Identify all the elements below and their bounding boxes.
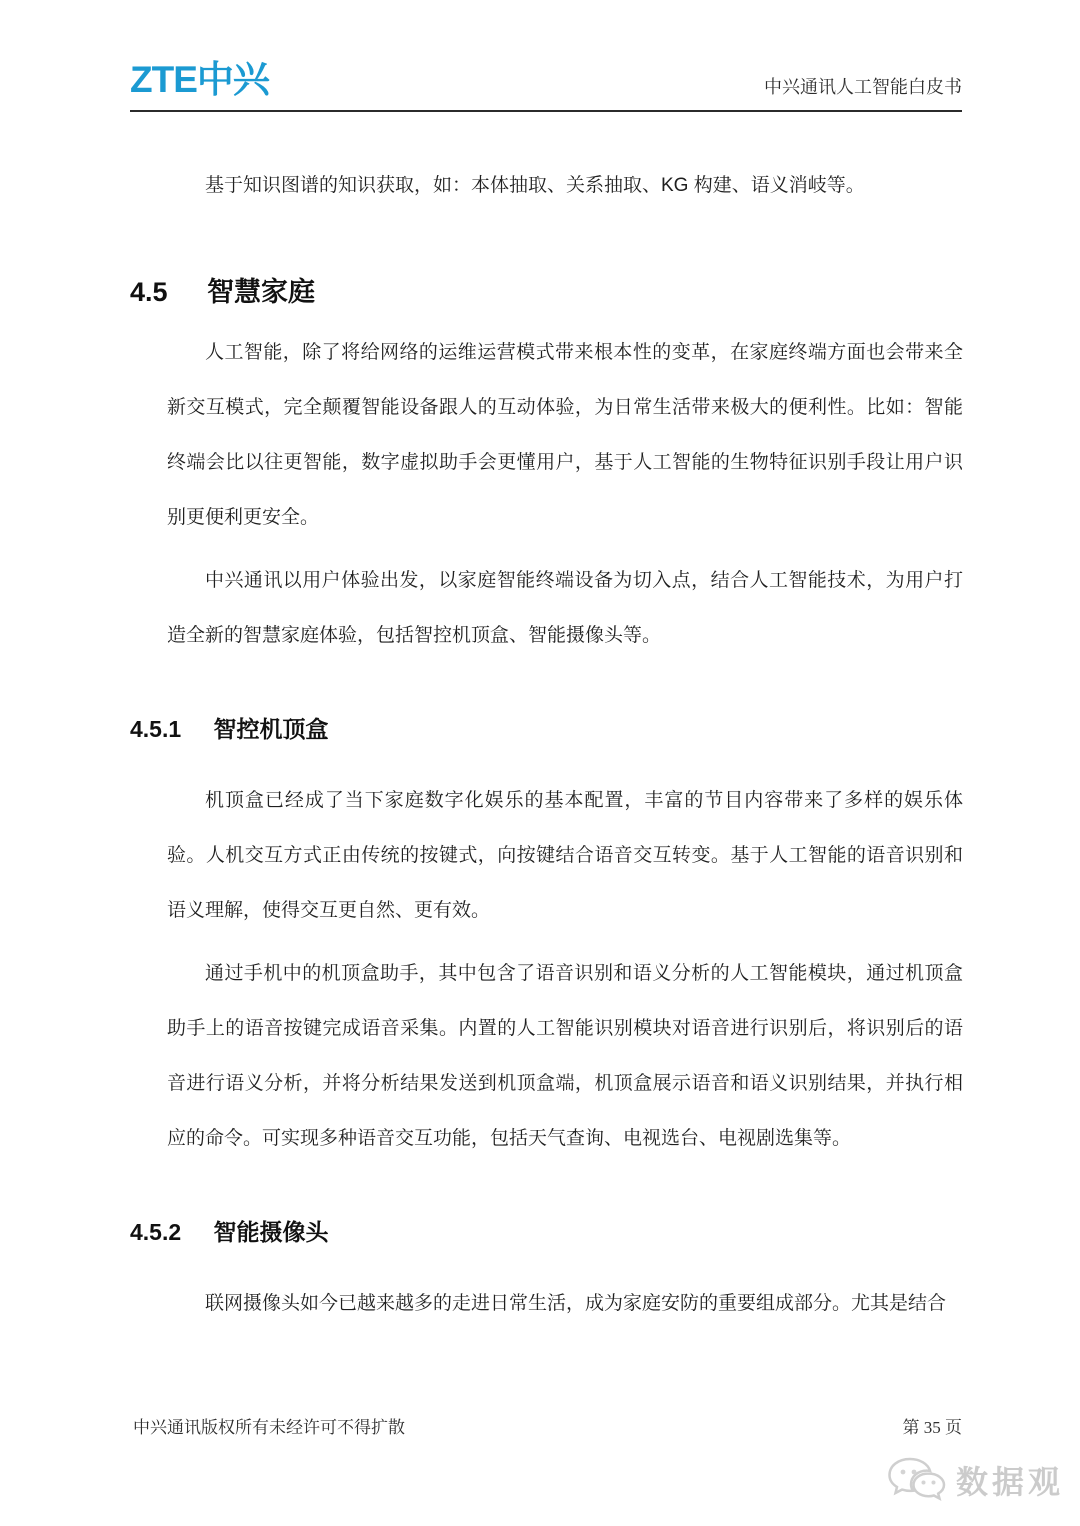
page-body: [130, 158, 1080, 1331]
watermark: [886, 1456, 1064, 1504]
section-4-5-2-title: 智能摄像头: [213, 1219, 329, 1245]
page-footer: [133, 1413, 962, 1438]
section-4-5-1-number: 4.5.1: [130, 716, 182, 742]
intro-paragraph: 基于知识图谱的知识获取，如：本体抽取、关系抽取、KG 构建、语义消岐等。: [205, 175, 865, 196]
section-4-5-2-number: 4.5.2: [130, 1219, 182, 1245]
section-4-5-1-heading: [130, 713, 1080, 745]
section-4-5-heading: [130, 273, 1080, 311]
watermark-text: 数据观: [955, 1464, 1064, 1500]
section-4-5-title: 智慧家庭: [207, 277, 316, 307]
zte-logo: ZTE中兴: [130, 59, 269, 100]
page-header: [130, 0, 962, 112]
wechat-logo-icon: [886, 1456, 948, 1504]
section-4-5-1-title: 智控机顶盒: [213, 716, 329, 742]
section-4-5-2-paragraph-1: 联网摄像头如今已越来越多的走进日常生活，成为家庭安防的重要组成部分。尤其是结合: [205, 1293, 947, 1314]
section-4-5-1-paragraph-2: 通过手机中的机顶盒助手，其中包含了语音识别和语义分析的人工智能模块，通过机顶盒助手上的语音按键完成语音采集。内置的人工智能识别模块对语音进行识别后，将识别后的语音进行语义分析，并将分析结果发送到机顶盒端，机顶盒展示语音和语义识别结果，并执行相应的命令。可实现多种语音交互功能，包括天气查询、电视选台、电视剧选集等。: [167, 963, 963, 1149]
section-4-5-paragraph-2: 中兴通讯以用户体验出发，以家庭智能终端设备为切入点，结合人工智能技术，为用户打造全新的智慧家庭体验，包括智控机顶盒、智能摄像头等。: [167, 570, 963, 646]
copyright-notice: 中兴通讯版权所有未经许可不得扩散: [133, 1418, 405, 1437]
header-doc-title: 中兴通讯人工智能白皮书: [764, 77, 962, 97]
section-4-5-1-paragraph-1: 机顶盒已经成了当下家庭数字化娱乐的基本配置，丰富的节目内容带来了多样的娱乐体验。人机交互方式正由传统的按键式，向按键结合语音交互转变。基于人工智能的语音识别和语义理解，使得交互更自然、更有效。: [167, 790, 963, 921]
section-4-5-number: 4.5: [130, 277, 168, 307]
section-4-5-paragraph-1: 人工智能，除了将给网络的运维运营模式带来根本性的变革，在家庭终端方面也会带来全新交互模式，完全颠覆智能设备跟人的互动体验，为日常生活带来极大的便利性。比如：智能终端会比以往更智能，数字虚拟助手会更懂用户，基于人工智能的生物特征识别手段让用户识别更便利更安全。: [167, 342, 963, 528]
section-4-5-2-heading: [130, 1216, 1080, 1248]
page-number: 第 35 页: [902, 1418, 962, 1437]
